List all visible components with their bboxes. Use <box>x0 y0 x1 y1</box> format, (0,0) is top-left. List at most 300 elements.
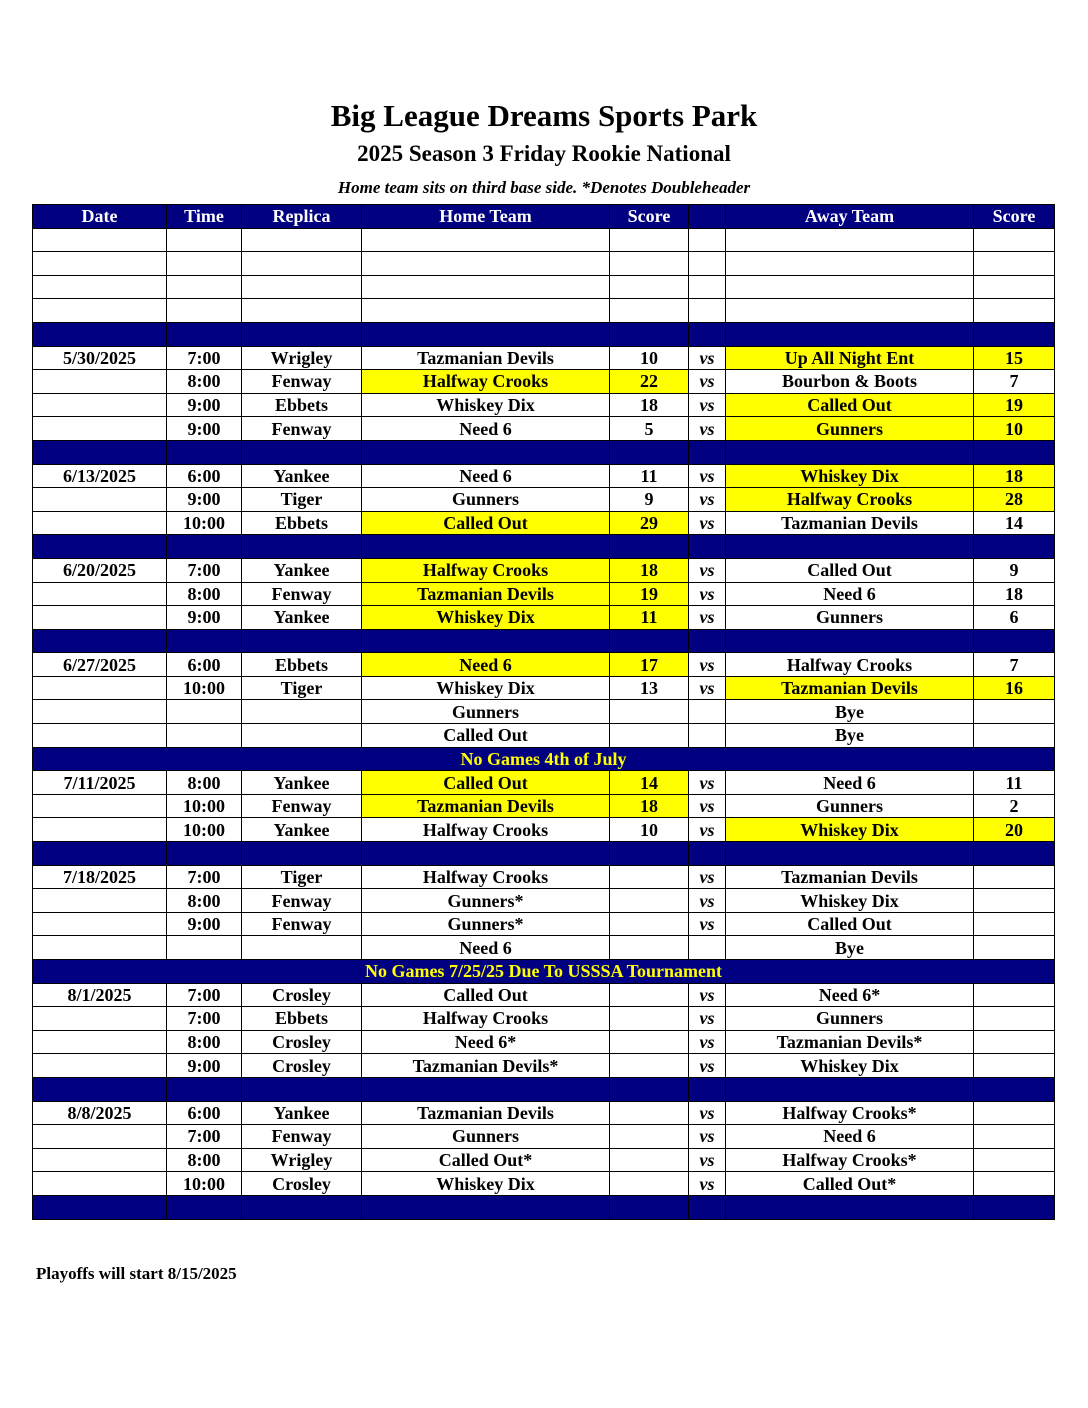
away-team-cell: Bye <box>726 700 974 724</box>
home-team-cell <box>362 629 610 653</box>
away-score-cell: 14 <box>974 511 1055 535</box>
time-cell <box>167 842 242 866</box>
replica-cell: Yankee <box>242 558 362 582</box>
date-cell <box>33 440 167 464</box>
replica-cell: Fenway <box>242 912 362 936</box>
replica-cell: Yankee <box>242 1101 362 1125</box>
home-team-cell: Need 6 <box>362 417 610 441</box>
game-row <box>33 1172 1055 1196</box>
home-score-cell: 9 <box>610 488 689 512</box>
time-cell: 8:00 <box>167 1148 242 1172</box>
replica-cell <box>242 1195 362 1219</box>
away-score-cell <box>974 535 1055 559</box>
time-cell <box>167 1195 242 1219</box>
away-team-cell: Called Out <box>726 393 974 417</box>
away-team-cell: Tazmanian Devils <box>726 511 974 535</box>
page-title: Big League Dreams Sports Park <box>330 98 758 133</box>
home-team-cell: Halfway Crooks <box>362 818 610 842</box>
home-team-cell: Gunners* <box>362 912 610 936</box>
home-team-cell: Tazmanian Devils <box>362 1101 610 1125</box>
away-team-cell <box>726 440 974 464</box>
away-score-cell: 19 <box>974 393 1055 417</box>
away-team-cell: Called Out* <box>726 1172 974 1196</box>
game-row <box>33 1007 1055 1031</box>
game-row <box>33 464 1055 488</box>
away-team-cell: Gunners <box>726 417 974 441</box>
home-score-cell <box>610 1148 689 1172</box>
game-row <box>33 700 1055 724</box>
away-score-cell <box>974 936 1055 960</box>
time-cell <box>167 936 242 960</box>
away-score-cell: 9 <box>974 558 1055 582</box>
away-score-cell <box>974 865 1055 889</box>
time-cell <box>167 724 242 748</box>
home-team-cell: Gunners <box>362 700 610 724</box>
game-row <box>33 794 1055 818</box>
no-games-notice-row <box>33 747 1055 771</box>
time-cell: 7:00 <box>167 865 242 889</box>
vs-cell: vs <box>689 676 726 700</box>
game-row <box>33 771 1055 795</box>
date-cell <box>33 252 167 276</box>
col-header-home-team: Home Team <box>362 205 610 229</box>
away-score-cell <box>974 228 1055 252</box>
time-cell: 8:00 <box>167 889 242 913</box>
home-score-cell: 19 <box>610 582 689 606</box>
away-team-cell <box>726 1077 974 1101</box>
time-cell: 6:00 <box>167 464 242 488</box>
game-row <box>33 606 1055 630</box>
date-cell <box>33 724 167 748</box>
home-team-cell: Gunners <box>362 488 610 512</box>
col-header-date: Date <box>33 205 167 229</box>
col-header-away-team: Away Team <box>726 205 974 229</box>
vs-cell <box>689 440 726 464</box>
date-cell <box>33 842 167 866</box>
replica-cell: Wrigley <box>242 1148 362 1172</box>
time-cell <box>167 700 242 724</box>
vs-cell: vs <box>689 464 726 488</box>
home-score-cell: 14 <box>610 771 689 795</box>
time-cell: 8:00 <box>167 582 242 606</box>
replica-cell: Yankee <box>242 771 362 795</box>
away-score-cell <box>974 724 1055 748</box>
home-score-cell: 17 <box>610 653 689 677</box>
home-score-cell: 11 <box>610 606 689 630</box>
game-row <box>33 889 1055 913</box>
replica-cell: Ebbets <box>242 653 362 677</box>
blank-row <box>33 228 1055 252</box>
home-score-cell: 10 <box>610 346 689 370</box>
time-cell: 6:00 <box>167 1101 242 1125</box>
date-cell <box>33 488 167 512</box>
time-cell: 8:00 <box>167 1030 242 1054</box>
home-score-cell <box>610 724 689 748</box>
away-score-cell <box>974 629 1055 653</box>
game-row <box>33 488 1055 512</box>
replica-cell: Tiger <box>242 488 362 512</box>
home-score-cell <box>610 322 689 346</box>
away-team-cell <box>726 299 974 323</box>
date-cell <box>33 299 167 323</box>
game-row <box>33 346 1055 370</box>
vs-cell: vs <box>689 606 726 630</box>
replica-cell: Fenway <box>242 417 362 441</box>
replica-cell: Crosley <box>242 1054 362 1078</box>
col-header-home-score: Score <box>610 205 689 229</box>
home-team-cell: Whiskey Dix <box>362 1172 610 1196</box>
home-team-cell <box>362 535 610 559</box>
home-team-cell: Halfway Crooks <box>362 558 610 582</box>
vs-cell: vs <box>689 794 726 818</box>
week-separator-row <box>33 1077 1055 1101</box>
vs-cell: vs <box>689 818 726 842</box>
home-score-cell <box>610 1125 689 1149</box>
time-cell <box>167 322 242 346</box>
home-score-cell: 18 <box>610 794 689 818</box>
away-team-cell <box>726 1195 974 1219</box>
week-separator-row <box>33 440 1055 464</box>
away-team-cell: Halfway Crooks <box>726 488 974 512</box>
time-cell: 7:00 <box>167 346 242 370</box>
date-cell <box>33 511 167 535</box>
away-score-cell <box>974 842 1055 866</box>
vs-cell <box>689 842 726 866</box>
away-score-cell <box>974 700 1055 724</box>
game-row <box>33 653 1055 677</box>
vs-cell: vs <box>689 983 726 1007</box>
date-cell <box>33 1030 167 1054</box>
away-score-cell <box>974 440 1055 464</box>
home-score-cell <box>610 1007 689 1031</box>
away-team-cell: Up All Night Ent <box>726 346 974 370</box>
home-score-cell <box>610 535 689 559</box>
replica-cell: Fenway <box>242 582 362 606</box>
game-row <box>33 912 1055 936</box>
time-cell <box>167 252 242 276</box>
home-score-cell: 18 <box>610 393 689 417</box>
date-cell: 6/27/2025 <box>33 653 167 677</box>
replica-cell: Yankee <box>242 818 362 842</box>
time-cell: 10:00 <box>167 818 242 842</box>
away-team-cell: Bye <box>726 724 974 748</box>
replica-cell <box>242 228 362 252</box>
home-score-cell <box>610 1195 689 1219</box>
away-score-cell: 16 <box>974 676 1055 700</box>
game-row <box>33 936 1055 960</box>
home-team-cell: Called Out <box>362 724 610 748</box>
date-cell <box>33 1148 167 1172</box>
away-score-cell: 7 <box>974 653 1055 677</box>
week-separator-row <box>33 535 1055 559</box>
home-team-cell: Tazmanian Devils <box>362 582 610 606</box>
replica-cell <box>242 936 362 960</box>
away-score-cell: 18 <box>974 582 1055 606</box>
home-team-cell <box>362 842 610 866</box>
time-cell: 7:00 <box>167 1125 242 1149</box>
away-team-cell <box>726 535 974 559</box>
home-score-cell <box>610 1172 689 1196</box>
time-cell <box>167 535 242 559</box>
away-score-cell: 28 <box>974 488 1055 512</box>
home-team-cell: Tazmanian Devils* <box>362 1054 610 1078</box>
no-games-notice-row <box>33 960 1055 984</box>
away-team-cell: Halfway Crooks* <box>726 1148 974 1172</box>
date-cell <box>33 676 167 700</box>
date-cell <box>33 606 167 630</box>
home-team-cell <box>362 1077 610 1101</box>
away-team-cell: Halfway Crooks <box>726 653 974 677</box>
date-cell <box>33 393 167 417</box>
home-team-cell <box>362 228 610 252</box>
replica-cell: Tiger <box>242 865 362 889</box>
time-cell: 8:00 <box>167 771 242 795</box>
vs-cell: vs <box>689 1148 726 1172</box>
home-team-cell: Called Out <box>362 771 610 795</box>
vs-cell: vs <box>689 511 726 535</box>
away-team-cell: Halfway Crooks* <box>726 1101 974 1125</box>
date-cell: 7/11/2025 <box>33 771 167 795</box>
away-score-cell <box>974 912 1055 936</box>
blank-row <box>33 252 1055 276</box>
home-team-cell: Need 6 <box>362 653 610 677</box>
home-team-cell <box>362 299 610 323</box>
away-team-cell: Tazmanian Devils <box>726 676 974 700</box>
time-cell: 10:00 <box>167 794 242 818</box>
replica-cell: Fenway <box>242 1125 362 1149</box>
date-cell <box>33 228 167 252</box>
away-team-cell: Tazmanian Devils <box>726 865 974 889</box>
time-cell <box>167 275 242 299</box>
away-team-cell: Called Out <box>726 912 974 936</box>
away-score-cell: 6 <box>974 606 1055 630</box>
away-score-cell <box>974 1101 1055 1125</box>
date-cell: 8/8/2025 <box>33 1101 167 1125</box>
replica-cell: Ebbets <box>242 1007 362 1031</box>
away-score-cell <box>974 1172 1055 1196</box>
replica-cell: Ebbets <box>242 511 362 535</box>
home-team-cell: Halfway Crooks <box>362 1007 610 1031</box>
away-team-cell <box>726 322 974 346</box>
date-cell <box>33 1077 167 1101</box>
home-score-cell <box>610 629 689 653</box>
away-team-cell: Gunners <box>726 794 974 818</box>
time-cell: 7:00 <box>167 558 242 582</box>
date-cell: 8/1/2025 <box>33 983 167 1007</box>
date-cell <box>33 370 167 394</box>
replica-cell: Yankee <box>242 464 362 488</box>
away-team-cell: Gunners <box>726 1007 974 1031</box>
away-score-cell: 7 <box>974 370 1055 394</box>
home-score-cell <box>610 1077 689 1101</box>
replica-cell: Fenway <box>242 889 362 913</box>
away-team-cell: Bye <box>726 936 974 960</box>
away-score-cell: 20 <box>974 818 1055 842</box>
away-team-cell <box>726 629 974 653</box>
time-cell: 6:00 <box>167 653 242 677</box>
playoffs-note: Playoffs will start 8/15/2025 <box>36 1264 237 1283</box>
home-team-cell <box>362 275 610 299</box>
vs-cell <box>689 228 726 252</box>
home-team-cell <box>362 252 610 276</box>
away-team-cell <box>726 252 974 276</box>
home-team-cell: Gunners <box>362 1125 610 1149</box>
game-row <box>33 370 1055 394</box>
away-score-cell <box>974 322 1055 346</box>
away-score-cell <box>974 889 1055 913</box>
home-score-cell: 11 <box>610 464 689 488</box>
date-cell <box>33 582 167 606</box>
away-score-cell <box>974 252 1055 276</box>
vs-cell <box>689 1077 726 1101</box>
col-header-time: Time <box>167 205 242 229</box>
blank-row <box>33 299 1055 323</box>
vs-cell: vs <box>689 889 726 913</box>
vs-cell: vs <box>689 417 726 441</box>
week-separator-row <box>33 842 1055 866</box>
vs-cell <box>689 322 726 346</box>
away-team-cell: Gunners <box>726 606 974 630</box>
vs-cell <box>689 299 726 323</box>
vs-cell <box>689 275 726 299</box>
game-row <box>33 983 1055 1007</box>
game-row <box>33 1101 1055 1125</box>
away-team-cell <box>726 842 974 866</box>
time-cell <box>167 299 242 323</box>
replica-cell <box>242 629 362 653</box>
date-cell <box>33 1125 167 1149</box>
schedule-body <box>33 228 1055 1219</box>
date-cell <box>33 936 167 960</box>
time-cell: 9:00 <box>167 1054 242 1078</box>
vs-cell: vs <box>689 1007 726 1031</box>
home-score-cell <box>610 700 689 724</box>
vs-cell: vs <box>689 1030 726 1054</box>
home-score-cell <box>610 252 689 276</box>
blank-row <box>33 275 1055 299</box>
no-games-notice: No Games 7/25/25 Due To USSSA Tournament <box>33 960 1055 984</box>
time-cell: 7:00 <box>167 1007 242 1031</box>
schedule-table <box>32 204 1055 1220</box>
game-row <box>33 582 1055 606</box>
home-team-cell: Whiskey Dix <box>362 393 610 417</box>
home-team-cell: Need 6 <box>362 464 610 488</box>
home-team-cell: Called Out <box>362 511 610 535</box>
game-row <box>33 511 1055 535</box>
game-row <box>33 1125 1055 1149</box>
vs-cell: vs <box>689 558 726 582</box>
home-team-cell: Gunners* <box>362 889 610 913</box>
replica-cell <box>242 700 362 724</box>
time-cell: 9:00 <box>167 393 242 417</box>
vs-cell: vs <box>689 1101 726 1125</box>
game-row <box>33 1148 1055 1172</box>
replica-cell <box>242 275 362 299</box>
home-score-cell <box>610 1054 689 1078</box>
time-cell <box>167 1077 242 1101</box>
time-cell: 8:00 <box>167 370 242 394</box>
home-team-cell: Halfway Crooks <box>362 370 610 394</box>
replica-cell <box>242 322 362 346</box>
away-score-cell <box>974 1148 1055 1172</box>
vs-cell: vs <box>689 1172 726 1196</box>
game-row <box>33 818 1055 842</box>
away-team-cell: Bourbon & Boots <box>726 370 974 394</box>
vs-cell <box>689 629 726 653</box>
vs-cell <box>689 252 726 276</box>
replica-cell <box>242 724 362 748</box>
home-score-cell <box>610 275 689 299</box>
away-team-cell: Whiskey Dix <box>726 818 974 842</box>
away-team-cell <box>726 228 974 252</box>
col-header-away-score: Score <box>974 205 1055 229</box>
home-team-cell: Tazmanian Devils <box>362 794 610 818</box>
home-score-cell <box>610 912 689 936</box>
date-cell: 6/20/2025 <box>33 558 167 582</box>
home-score-cell <box>610 228 689 252</box>
time-cell: 10:00 <box>167 1172 242 1196</box>
time-cell: 9:00 <box>167 606 242 630</box>
home-score-cell: 29 <box>610 511 689 535</box>
game-row <box>33 417 1055 441</box>
replica-cell: Crosley <box>242 983 362 1007</box>
date-cell <box>33 1007 167 1031</box>
replica-cell <box>242 299 362 323</box>
vs-cell: vs <box>689 1125 726 1149</box>
time-cell: 10:00 <box>167 511 242 535</box>
game-row <box>33 724 1055 748</box>
replica-cell: Fenway <box>242 794 362 818</box>
vs-cell: vs <box>689 393 726 417</box>
time-cell: 10:00 <box>167 676 242 700</box>
home-score-cell <box>610 1030 689 1054</box>
vs-cell: vs <box>689 912 726 936</box>
game-row <box>33 558 1055 582</box>
away-score-cell <box>974 1007 1055 1031</box>
vs-cell: vs <box>689 865 726 889</box>
game-row <box>33 393 1055 417</box>
replica-cell <box>242 842 362 866</box>
away-team-cell: Need 6* <box>726 983 974 1007</box>
home-score-cell <box>610 299 689 323</box>
vs-cell: vs <box>689 370 726 394</box>
date-cell <box>33 889 167 913</box>
date-cell: 6/13/2025 <box>33 464 167 488</box>
vs-cell <box>689 936 726 960</box>
date-cell <box>33 535 167 559</box>
week-separator-row <box>33 629 1055 653</box>
game-row <box>33 1054 1055 1078</box>
replica-cell: Crosley <box>242 1030 362 1054</box>
home-score-cell <box>610 983 689 1007</box>
vs-cell: vs <box>689 1054 726 1078</box>
time-cell: 9:00 <box>167 488 242 512</box>
week-separator-row <box>33 1195 1055 1219</box>
home-score-cell <box>610 865 689 889</box>
time-cell: 9:00 <box>167 417 242 441</box>
date-cell <box>33 700 167 724</box>
home-team-cell <box>362 440 610 464</box>
schedule-note: Home team sits on third base side. *Denotes Doubleheader <box>337 178 751 197</box>
away-score-cell: 11 <box>974 771 1055 795</box>
away-score-cell <box>974 1077 1055 1101</box>
date-cell <box>33 818 167 842</box>
replica-cell: Crosley <box>242 1172 362 1196</box>
away-score-cell: 10 <box>974 417 1055 441</box>
date-cell: 5/30/2025 <box>33 346 167 370</box>
home-team-cell <box>362 322 610 346</box>
replica-cell <box>242 535 362 559</box>
